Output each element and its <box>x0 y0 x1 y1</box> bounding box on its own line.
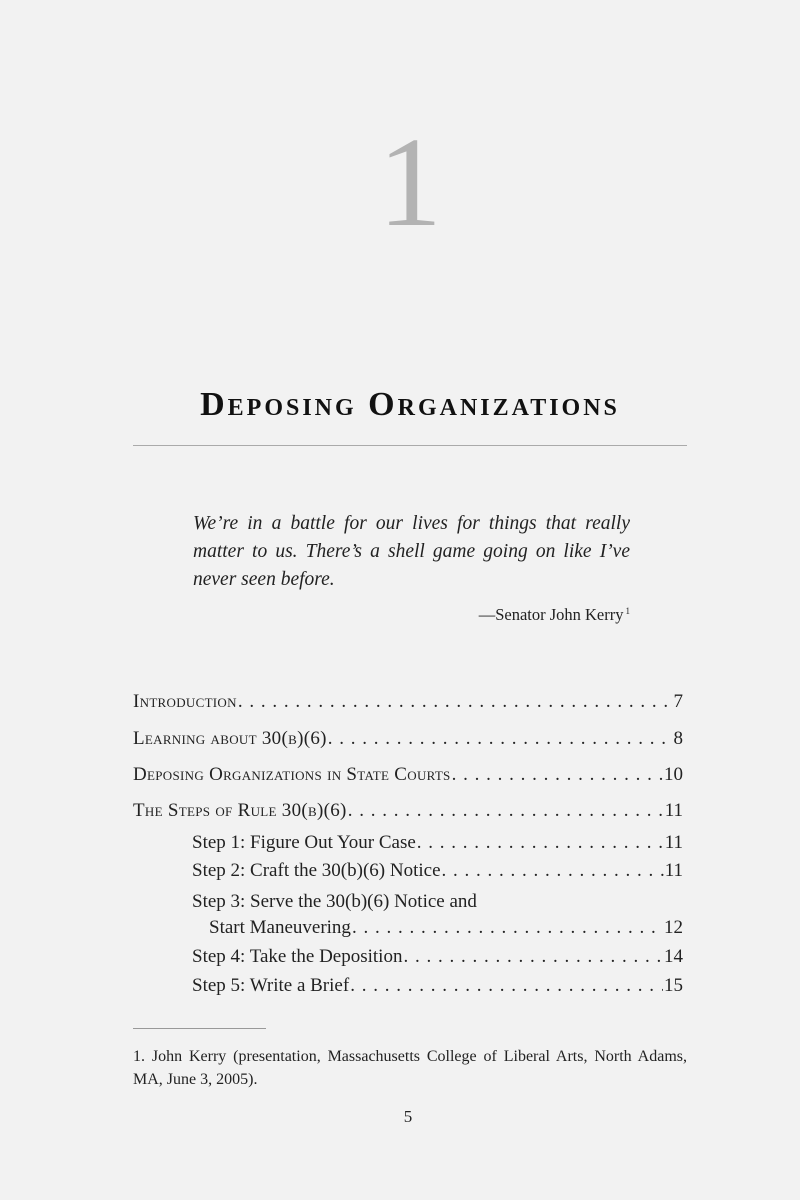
toc-entry[interactable] <box>133 690 683 714</box>
attribution-text: —Senator John Kerry <box>478 605 624 624</box>
dot-leader <box>403 945 663 969</box>
epigraph-text: We’re in a battle for our lives for things that really matter to us. There’s a shell game going on like I’ve never seen before. <box>193 513 630 590</box>
toc-page: 15 <box>664 975 683 996</box>
toc-label: The Steps of Rule 30(b)(6) <box>133 800 347 821</box>
toc-page: 10 <box>664 764 683 785</box>
dot-leader <box>348 799 664 823</box>
toc-entry[interactable] <box>133 763 683 787</box>
toc-page: 11 <box>664 800 683 821</box>
toc-label: Step 5: Write a Brief <box>192 975 350 996</box>
toc-label: Start Maneuvering <box>209 917 351 938</box>
toc-label: Step 2: Craft the 30(b)(6) Notice <box>192 860 441 881</box>
dot-leader <box>452 763 663 787</box>
chapter-number: 1 <box>378 111 442 253</box>
toc-page: 7 <box>673 691 683 712</box>
chapter-title: Deposing Organizations <box>200 386 620 423</box>
toc-page: 11 <box>664 832 683 853</box>
dot-leader <box>352 916 663 940</box>
toc-subentry[interactable] <box>209 916 683 940</box>
dot-leader <box>328 727 673 751</box>
toc-label: Deposing Organizations in State Courts <box>133 764 451 785</box>
footnote-rule <box>133 1028 266 1029</box>
toc-entry[interactable] <box>133 799 683 823</box>
dot-leader <box>417 831 664 855</box>
toc-entry[interactable] <box>133 727 683 751</box>
toc-page: 11 <box>664 860 683 881</box>
toc-subentry[interactable] <box>192 974 683 998</box>
toc-page: 12 <box>664 917 683 938</box>
toc-label-line1[interactable]: Step 3: Serve the 30(b)(6) Notice and <box>192 891 477 912</box>
toc-label: Learning about 30(b)(6) <box>133 728 327 749</box>
table-of-contents <box>133 0 683 1200</box>
page-number: 5 <box>403 1107 413 1126</box>
toc-label: Step 1: Figure Out Your Case <box>192 832 416 853</box>
dot-leader <box>238 690 673 714</box>
toc-page: 8 <box>673 728 683 749</box>
toc-page: 14 <box>664 946 683 967</box>
dot-leader <box>350 974 663 998</box>
toc-subentry[interactable] <box>192 859 683 883</box>
dot-leader <box>442 859 664 883</box>
toc-label: Step 4: Take the Deposition <box>192 946 403 967</box>
footnote: 1. John Kerry (presentation, Massachusetts College of Liberal Arts, North Adams, MA, June 3, 2005). <box>133 1048 687 1088</box>
toc-subentry[interactable] <box>192 831 683 855</box>
footnote-ref[interactable]: 1 <box>625 606 630 616</box>
toc-label: Introduction <box>133 691 237 712</box>
toc-subentry[interactable] <box>192 945 683 969</box>
